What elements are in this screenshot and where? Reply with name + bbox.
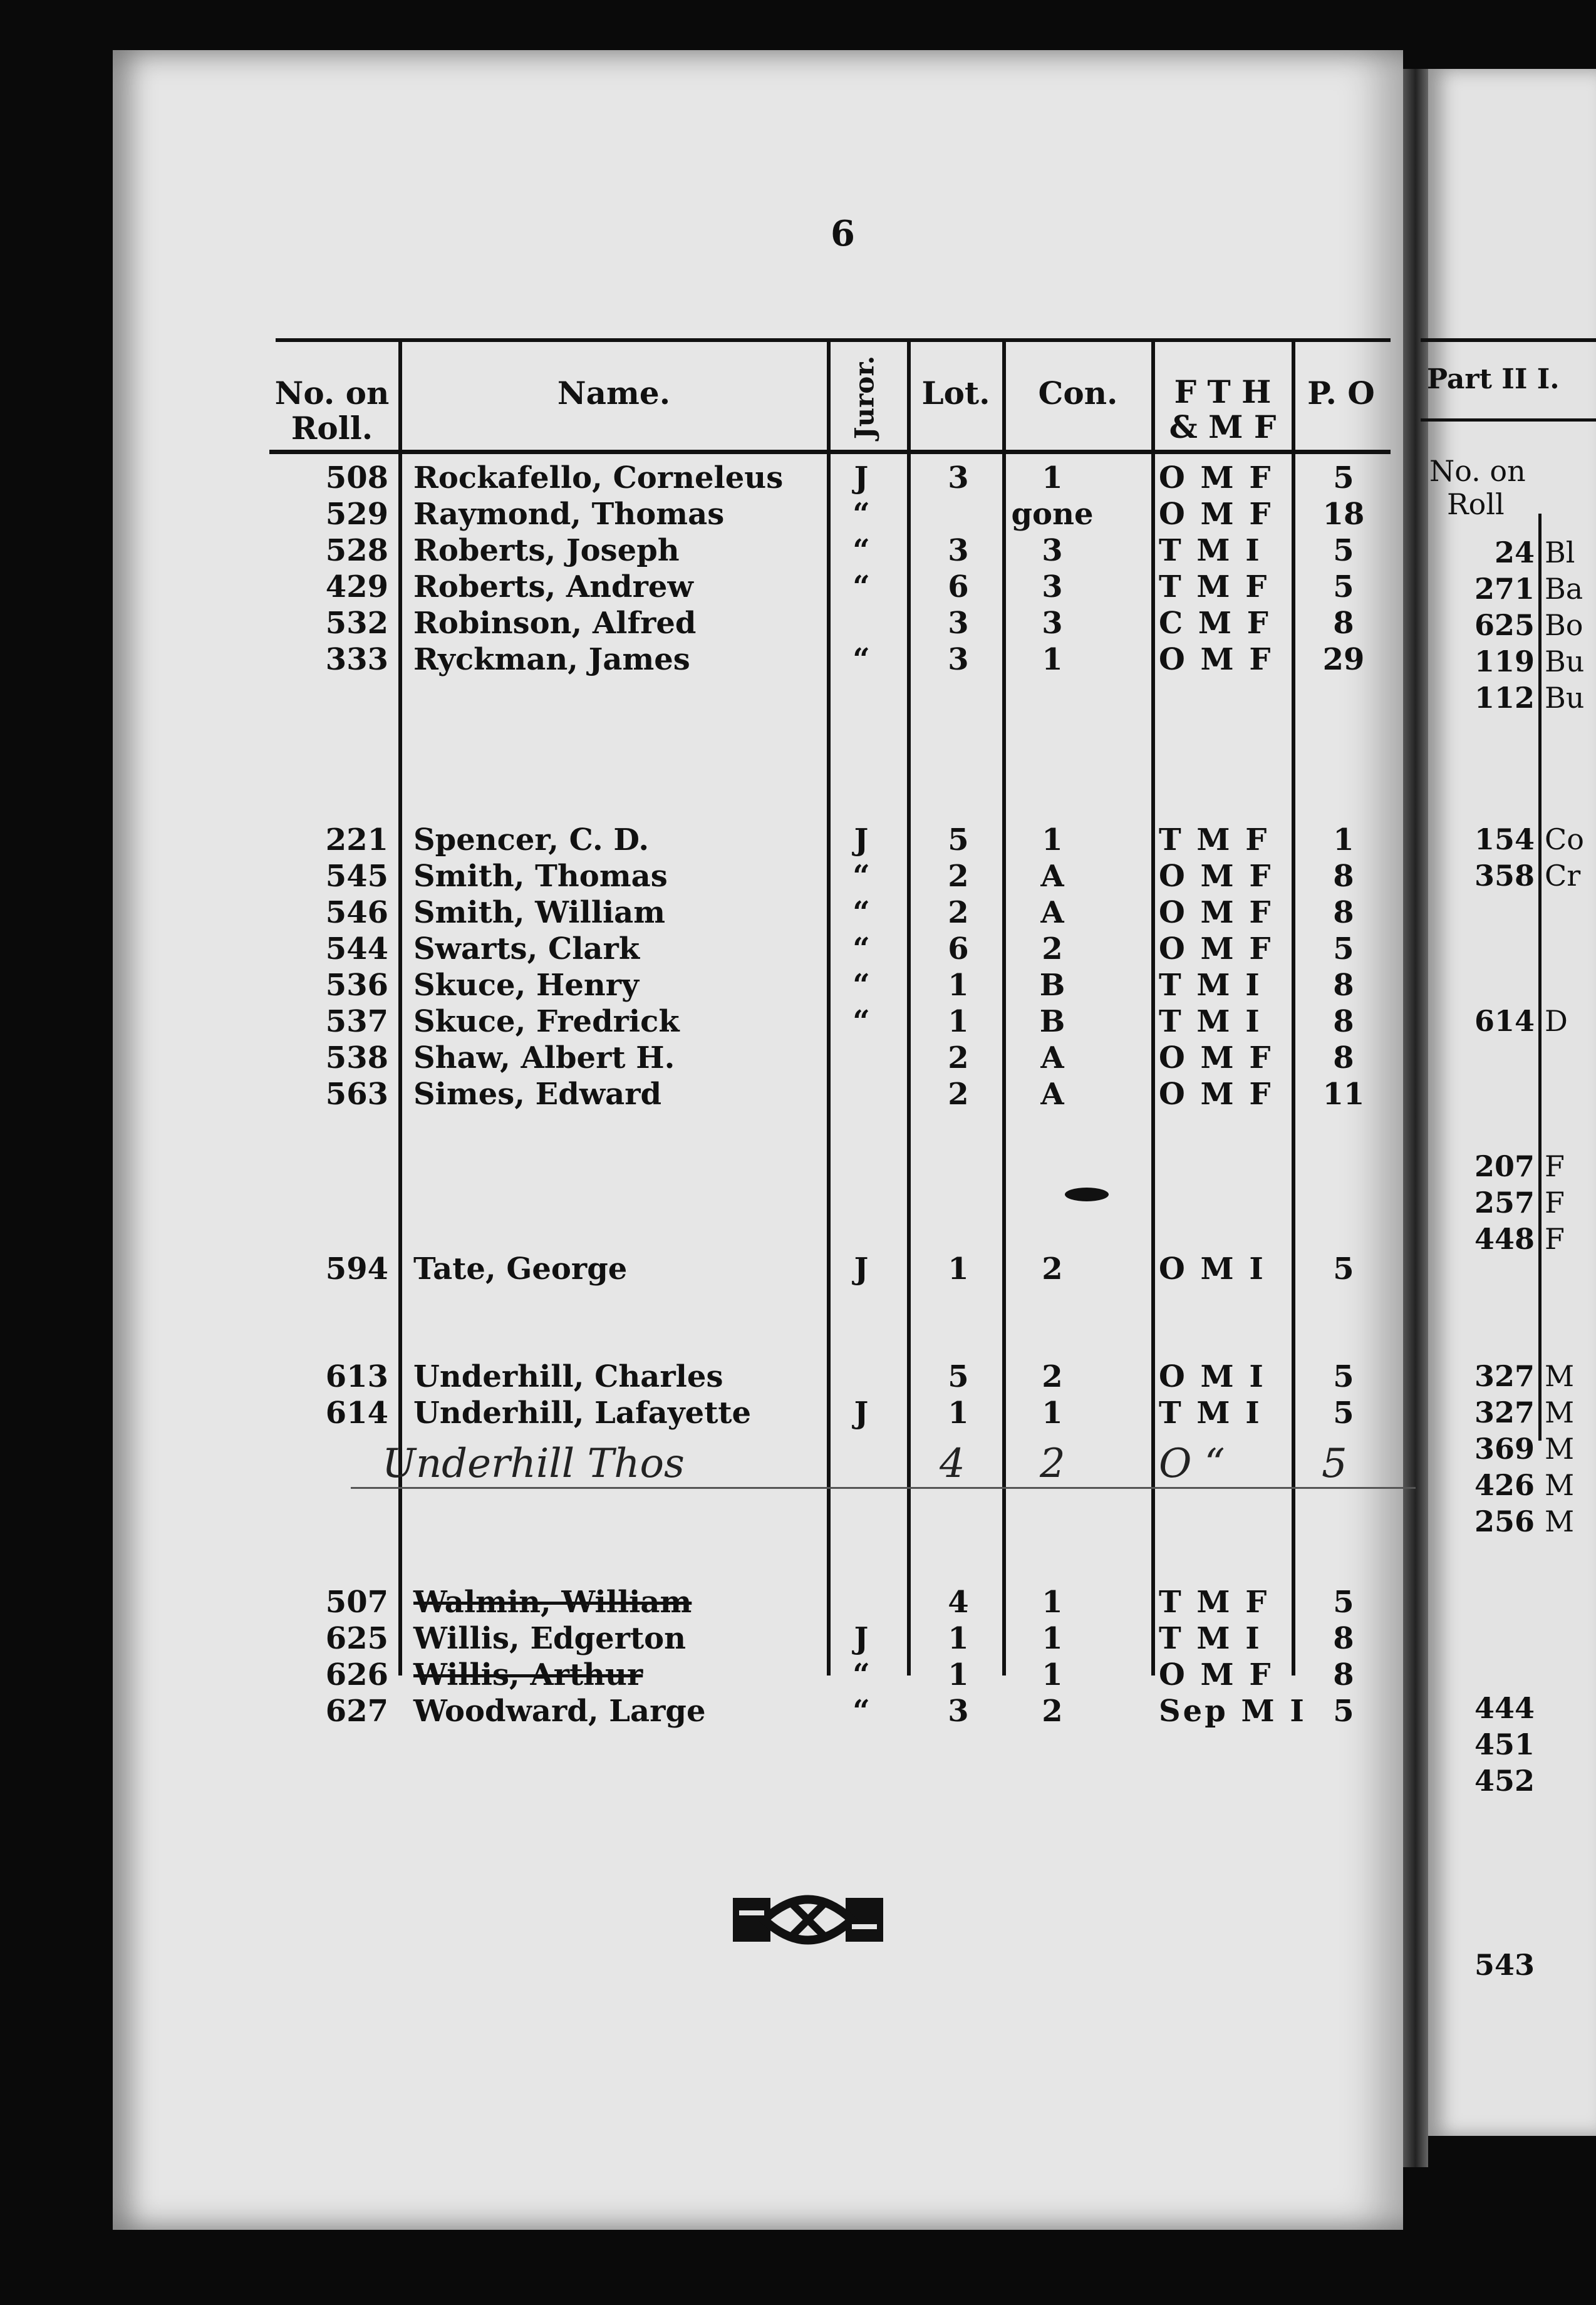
juror-mark: J bbox=[854, 1396, 869, 1431]
lot-number: 1 bbox=[948, 1004, 969, 1039]
facing-name-fragment: M bbox=[1545, 1432, 1575, 1466]
facing-roll-number: 257 bbox=[1474, 1186, 1535, 1220]
post-office: 5 bbox=[1333, 1694, 1354, 1729]
header-no-on-roll bbox=[269, 376, 395, 446]
book-spine bbox=[1403, 69, 1428, 2167]
post-office: 5 bbox=[1333, 1585, 1354, 1620]
lot-number: 4 bbox=[948, 1585, 969, 1620]
juror-mark: “ bbox=[852, 1004, 870, 1039]
fth-status: O M F bbox=[1159, 895, 1273, 930]
handwritten-po: 5 bbox=[1322, 1441, 1347, 1487]
lot-number: 3 bbox=[948, 533, 969, 568]
roll-number: 528 bbox=[325, 533, 388, 568]
roll-number: 538 bbox=[325, 1040, 388, 1075]
facing-roll-number: 327 bbox=[1474, 1396, 1535, 1429]
concession: 1 bbox=[1042, 1585, 1063, 1620]
facing-roll-number: 271 bbox=[1474, 572, 1535, 606]
facing-name-fragment: M bbox=[1545, 1468, 1575, 1502]
header-fth-line2: & M F bbox=[1169, 408, 1277, 445]
header-no-line1: No. on bbox=[274, 375, 390, 412]
table-row bbox=[0, 1694, 1596, 1730]
person-name: Roberts, Joseph bbox=[413, 533, 680, 568]
person-name: Rockafello, Corneleus bbox=[413, 460, 784, 495]
juror-mark: J bbox=[854, 822, 869, 857]
person-name: Willis, Edgerton bbox=[413, 1621, 687, 1656]
facing-roll-number: 444 bbox=[1474, 1691, 1535, 1725]
fth-status: T M I bbox=[1159, 1004, 1262, 1039]
facing-name-fragment: Ba bbox=[1545, 572, 1583, 606]
post-office: 5 bbox=[1333, 460, 1354, 495]
facing-name-fragment: Bu bbox=[1545, 681, 1585, 715]
fth-status: O M I bbox=[1159, 1251, 1266, 1287]
facing-name-fragment: Bl bbox=[1545, 536, 1575, 569]
lot-number: 2 bbox=[948, 1040, 969, 1075]
ink-blot bbox=[1065, 1188, 1109, 1201]
table-row bbox=[0, 931, 1596, 968]
post-office: 8 bbox=[1333, 895, 1354, 930]
facing-roll-number: 24 bbox=[1494, 536, 1535, 569]
facing-name-fragment: Cr bbox=[1545, 859, 1581, 893]
lot-number: 1 bbox=[948, 1621, 969, 1656]
lot-number: 2 bbox=[948, 895, 969, 930]
juror-mark: J bbox=[854, 1621, 869, 1656]
lot-number: 5 bbox=[948, 822, 969, 857]
roll-number: 532 bbox=[325, 606, 388, 641]
post-office: 5 bbox=[1333, 533, 1354, 568]
roll-number: 536 bbox=[325, 968, 388, 1003]
lot-number: 3 bbox=[948, 1694, 969, 1729]
person-name: Willis, Arthur bbox=[413, 1657, 643, 1692]
table-row bbox=[0, 1585, 1596, 1621]
fth-status: T M I bbox=[1159, 968, 1262, 1003]
post-office: 8 bbox=[1333, 1040, 1354, 1075]
lot-number: 2 bbox=[948, 1077, 969, 1112]
concession: gone bbox=[1011, 497, 1094, 532]
lot-number: 1 bbox=[948, 1251, 969, 1287]
facing-name-fragment: F bbox=[1545, 1149, 1565, 1183]
facing-name-fragment: Bu bbox=[1545, 645, 1585, 678]
lot-number: 1 bbox=[948, 968, 969, 1003]
roll-number: 544 bbox=[325, 931, 388, 966]
person-name: Skuce, Henry bbox=[413, 968, 639, 1003]
header-lot: Lot. bbox=[921, 375, 990, 412]
fth-status: C M F bbox=[1159, 606, 1271, 641]
fth-status: O M F bbox=[1159, 859, 1273, 894]
facing-roll-number: 451 bbox=[1474, 1727, 1535, 1761]
table-row bbox=[0, 1657, 1596, 1694]
facing-roll-number: 327 bbox=[1474, 1359, 1535, 1393]
lot-number: 2 bbox=[948, 859, 969, 894]
facing-name-fragment: M bbox=[1545, 1359, 1575, 1393]
table-top-rule bbox=[276, 338, 1391, 342]
juror-mark: “ bbox=[852, 895, 870, 930]
lot-number: 6 bbox=[948, 931, 969, 966]
facing-roll-number: 452 bbox=[1474, 1764, 1535, 1798]
roll-number: 626 bbox=[325, 1657, 388, 1692]
person-name: Walmin, William bbox=[413, 1585, 692, 1620]
post-office: 8 bbox=[1333, 606, 1354, 641]
table-row bbox=[0, 606, 1596, 642]
juror-mark: “ bbox=[852, 931, 870, 966]
roll-number: 563 bbox=[325, 1077, 388, 1112]
person-name: Raymond, Thomas bbox=[413, 497, 725, 532]
person-name: Swarts, Clark bbox=[413, 931, 640, 966]
header-no-line2: Roll. bbox=[291, 410, 373, 447]
facing-roll-number: 112 bbox=[1474, 681, 1535, 715]
lot-number: 3 bbox=[948, 606, 969, 641]
concession: 1 bbox=[1042, 1657, 1063, 1692]
table-row bbox=[0, 1004, 1596, 1040]
fth-status: O M F bbox=[1159, 1040, 1273, 1075]
roll-number: 529 bbox=[325, 497, 388, 532]
table-row bbox=[0, 1359, 1596, 1396]
handwritten-con: 2 bbox=[1040, 1441, 1065, 1487]
roll-number: 613 bbox=[325, 1359, 388, 1394]
fth-status: T M F bbox=[1159, 1585, 1270, 1620]
printer-ornament-icon bbox=[727, 1885, 889, 1954]
fth-status: O M F bbox=[1159, 931, 1273, 966]
table-row bbox=[0, 1396, 1596, 1432]
page-number: 6 bbox=[831, 213, 855, 254]
facing-roll-number: 119 bbox=[1474, 645, 1535, 678]
post-office: 8 bbox=[1333, 859, 1354, 894]
lot-number: 1 bbox=[948, 1657, 969, 1692]
post-office: 1 bbox=[1333, 822, 1354, 857]
concession: 1 bbox=[1042, 822, 1063, 857]
fth-status: O M F bbox=[1159, 497, 1273, 532]
lot-number: 6 bbox=[948, 569, 969, 604]
concession: B bbox=[1039, 968, 1065, 1003]
facing-name-fragment: Co bbox=[1545, 822, 1584, 856]
person-name: Underhill, Charles bbox=[413, 1359, 723, 1394]
juror-mark: “ bbox=[852, 642, 870, 677]
concession: 1 bbox=[1042, 1396, 1063, 1431]
lot-number: 5 bbox=[948, 1359, 969, 1394]
roll-number: 594 bbox=[325, 1251, 388, 1287]
person-name: Smith, William bbox=[413, 895, 666, 930]
facing-roll-number: 448 bbox=[1474, 1222, 1535, 1256]
header-fth-line1: F T H bbox=[1174, 373, 1272, 410]
fth-status: O M F bbox=[1159, 1077, 1273, 1112]
post-office: 8 bbox=[1333, 968, 1354, 1003]
table-row bbox=[0, 460, 1596, 497]
facing-roll-number: 154 bbox=[1474, 822, 1535, 856]
fth-status: T M I bbox=[1159, 533, 1262, 568]
facing-roll-number: 426 bbox=[1474, 1468, 1535, 1502]
roll-number: 546 bbox=[325, 895, 388, 930]
fth-status: O M F bbox=[1159, 1657, 1273, 1692]
header-po: P. O bbox=[1307, 375, 1375, 412]
fth-status: T M F bbox=[1159, 822, 1270, 857]
juror-mark: J bbox=[854, 1251, 869, 1287]
facing-header-rule bbox=[1421, 418, 1596, 422]
lot-number: 3 bbox=[948, 460, 969, 495]
table-row bbox=[0, 968, 1596, 1004]
person-name: Ryckman, James bbox=[413, 642, 690, 677]
fth-status: T M I bbox=[1159, 1396, 1262, 1431]
concession: A bbox=[1040, 1077, 1064, 1112]
post-office: 5 bbox=[1333, 1251, 1354, 1287]
handwritten-lot: 4 bbox=[940, 1441, 965, 1487]
post-office: 5 bbox=[1333, 569, 1354, 604]
roll-number: 333 bbox=[325, 642, 388, 677]
table-row bbox=[0, 497, 1596, 533]
lot-number: 3 bbox=[948, 642, 969, 677]
juror-mark: “ bbox=[852, 497, 870, 532]
post-office: 5 bbox=[1333, 1359, 1354, 1394]
table-row bbox=[0, 1040, 1596, 1077]
facing-header: Part II I. bbox=[1427, 363, 1560, 395]
table-row bbox=[0, 569, 1596, 606]
roll-number: 614 bbox=[325, 1396, 388, 1431]
handwritten-fth: O “ bbox=[1159, 1441, 1225, 1487]
concession: 2 bbox=[1042, 931, 1063, 966]
concession: 1 bbox=[1042, 1621, 1063, 1656]
header-fth bbox=[1154, 375, 1292, 445]
roll-number: 507 bbox=[325, 1585, 388, 1620]
juror-mark: “ bbox=[852, 859, 870, 894]
facing-roll-number: 369 bbox=[1474, 1432, 1535, 1466]
post-office: 8 bbox=[1333, 1621, 1354, 1656]
table-row bbox=[0, 1077, 1596, 1113]
facing-name-fragment: D bbox=[1545, 1004, 1568, 1038]
person-name: Roberts, Andrew bbox=[413, 569, 693, 604]
facing-roll-number: 358 bbox=[1474, 859, 1535, 893]
facing-name-fragment: F bbox=[1545, 1222, 1565, 1256]
concession: 3 bbox=[1042, 569, 1063, 604]
table-row bbox=[0, 859, 1596, 895]
table-row bbox=[0, 1621, 1596, 1657]
concession: A bbox=[1040, 859, 1064, 894]
roll-number: 221 bbox=[325, 822, 388, 857]
fth-status: O M F bbox=[1159, 460, 1273, 495]
concession: 2 bbox=[1042, 1694, 1063, 1729]
roll-number: 508 bbox=[325, 460, 388, 495]
facing-name-fragment: Bo bbox=[1545, 608, 1583, 642]
facing-name-fragment: M bbox=[1545, 1396, 1575, 1429]
facing-name-fragment: F bbox=[1545, 1186, 1565, 1220]
concession: B bbox=[1039, 1004, 1065, 1039]
juror-mark: “ bbox=[852, 1657, 870, 1692]
facing-roll-number: 543 bbox=[1474, 1948, 1535, 1982]
juror-mark: J bbox=[854, 460, 869, 495]
fth-status: O M F bbox=[1159, 642, 1273, 677]
handwritten-underline bbox=[351, 1487, 1416, 1489]
person-name: Robinson, Alfred bbox=[413, 606, 697, 641]
juror-mark: “ bbox=[852, 968, 870, 1003]
facing-name-fragment: M bbox=[1545, 1505, 1575, 1538]
person-name: Woodward, Large bbox=[413, 1694, 706, 1729]
facing-roll-number: 256 bbox=[1474, 1505, 1535, 1538]
post-office: 11 bbox=[1322, 1077, 1365, 1112]
facing-top-rule bbox=[1421, 338, 1596, 342]
concession: 1 bbox=[1042, 460, 1063, 495]
table-row bbox=[0, 642, 1596, 678]
post-office: 18 bbox=[1322, 497, 1365, 532]
concession: 3 bbox=[1042, 533, 1063, 568]
person-name: Spencer, C. D. bbox=[413, 822, 650, 857]
roll-number: 429 bbox=[325, 569, 388, 604]
post-office: 8 bbox=[1333, 1657, 1354, 1692]
post-office: 5 bbox=[1333, 1396, 1354, 1431]
header-con: Con. bbox=[1038, 375, 1118, 412]
concession: A bbox=[1040, 1040, 1064, 1075]
juror-mark: “ bbox=[852, 569, 870, 604]
juror-mark: “ bbox=[852, 1694, 870, 1729]
table-row bbox=[0, 533, 1596, 569]
roll-number: 627 bbox=[325, 1694, 388, 1729]
person-name: Smith, Thomas bbox=[413, 859, 668, 894]
person-name: Simes, Edward bbox=[413, 1077, 662, 1112]
facing-roll-number: 614 bbox=[1474, 1004, 1535, 1038]
header-juror: Juror. bbox=[849, 355, 880, 440]
table-row bbox=[0, 822, 1596, 859]
facing-roll-number: 207 bbox=[1474, 1149, 1535, 1183]
fth-status: T M I bbox=[1159, 1621, 1262, 1656]
post-office: 5 bbox=[1333, 931, 1354, 966]
roll-number: 537 bbox=[325, 1004, 388, 1039]
roll-number: 545 bbox=[325, 859, 388, 894]
facing-subheader-2: Roll bbox=[1447, 487, 1505, 521]
table-row bbox=[0, 1251, 1596, 1288]
handwritten-name: Underhill Thos bbox=[382, 1441, 685, 1487]
fth-status: Sep M I bbox=[1159, 1694, 1307, 1729]
fth-status: T M F bbox=[1159, 569, 1270, 604]
post-office: 8 bbox=[1333, 1004, 1354, 1039]
person-name: Skuce, Fredrick bbox=[413, 1004, 680, 1039]
lot-number: 1 bbox=[948, 1396, 969, 1431]
concession: 2 bbox=[1042, 1359, 1063, 1394]
header-name: Name. bbox=[557, 375, 671, 412]
person-name: Underhill, Lafayette bbox=[413, 1396, 752, 1431]
fth-status: O M I bbox=[1159, 1359, 1266, 1394]
facing-subheader-1: No. on bbox=[1429, 454, 1526, 488]
person-name: Tate, George bbox=[413, 1251, 628, 1287]
roll-number: 625 bbox=[325, 1621, 388, 1656]
table-row bbox=[0, 895, 1596, 931]
person-name: Shaw, Albert H. bbox=[413, 1040, 675, 1075]
facing-column-divider bbox=[1538, 514, 1542, 1441]
concession: 1 bbox=[1042, 642, 1063, 677]
concession: A bbox=[1040, 895, 1064, 930]
facing-roll-number: 625 bbox=[1474, 608, 1535, 642]
concession: 3 bbox=[1042, 606, 1063, 641]
concession: 2 bbox=[1042, 1251, 1063, 1287]
juror-mark: “ bbox=[852, 533, 870, 568]
post-office: 29 bbox=[1322, 642, 1365, 677]
